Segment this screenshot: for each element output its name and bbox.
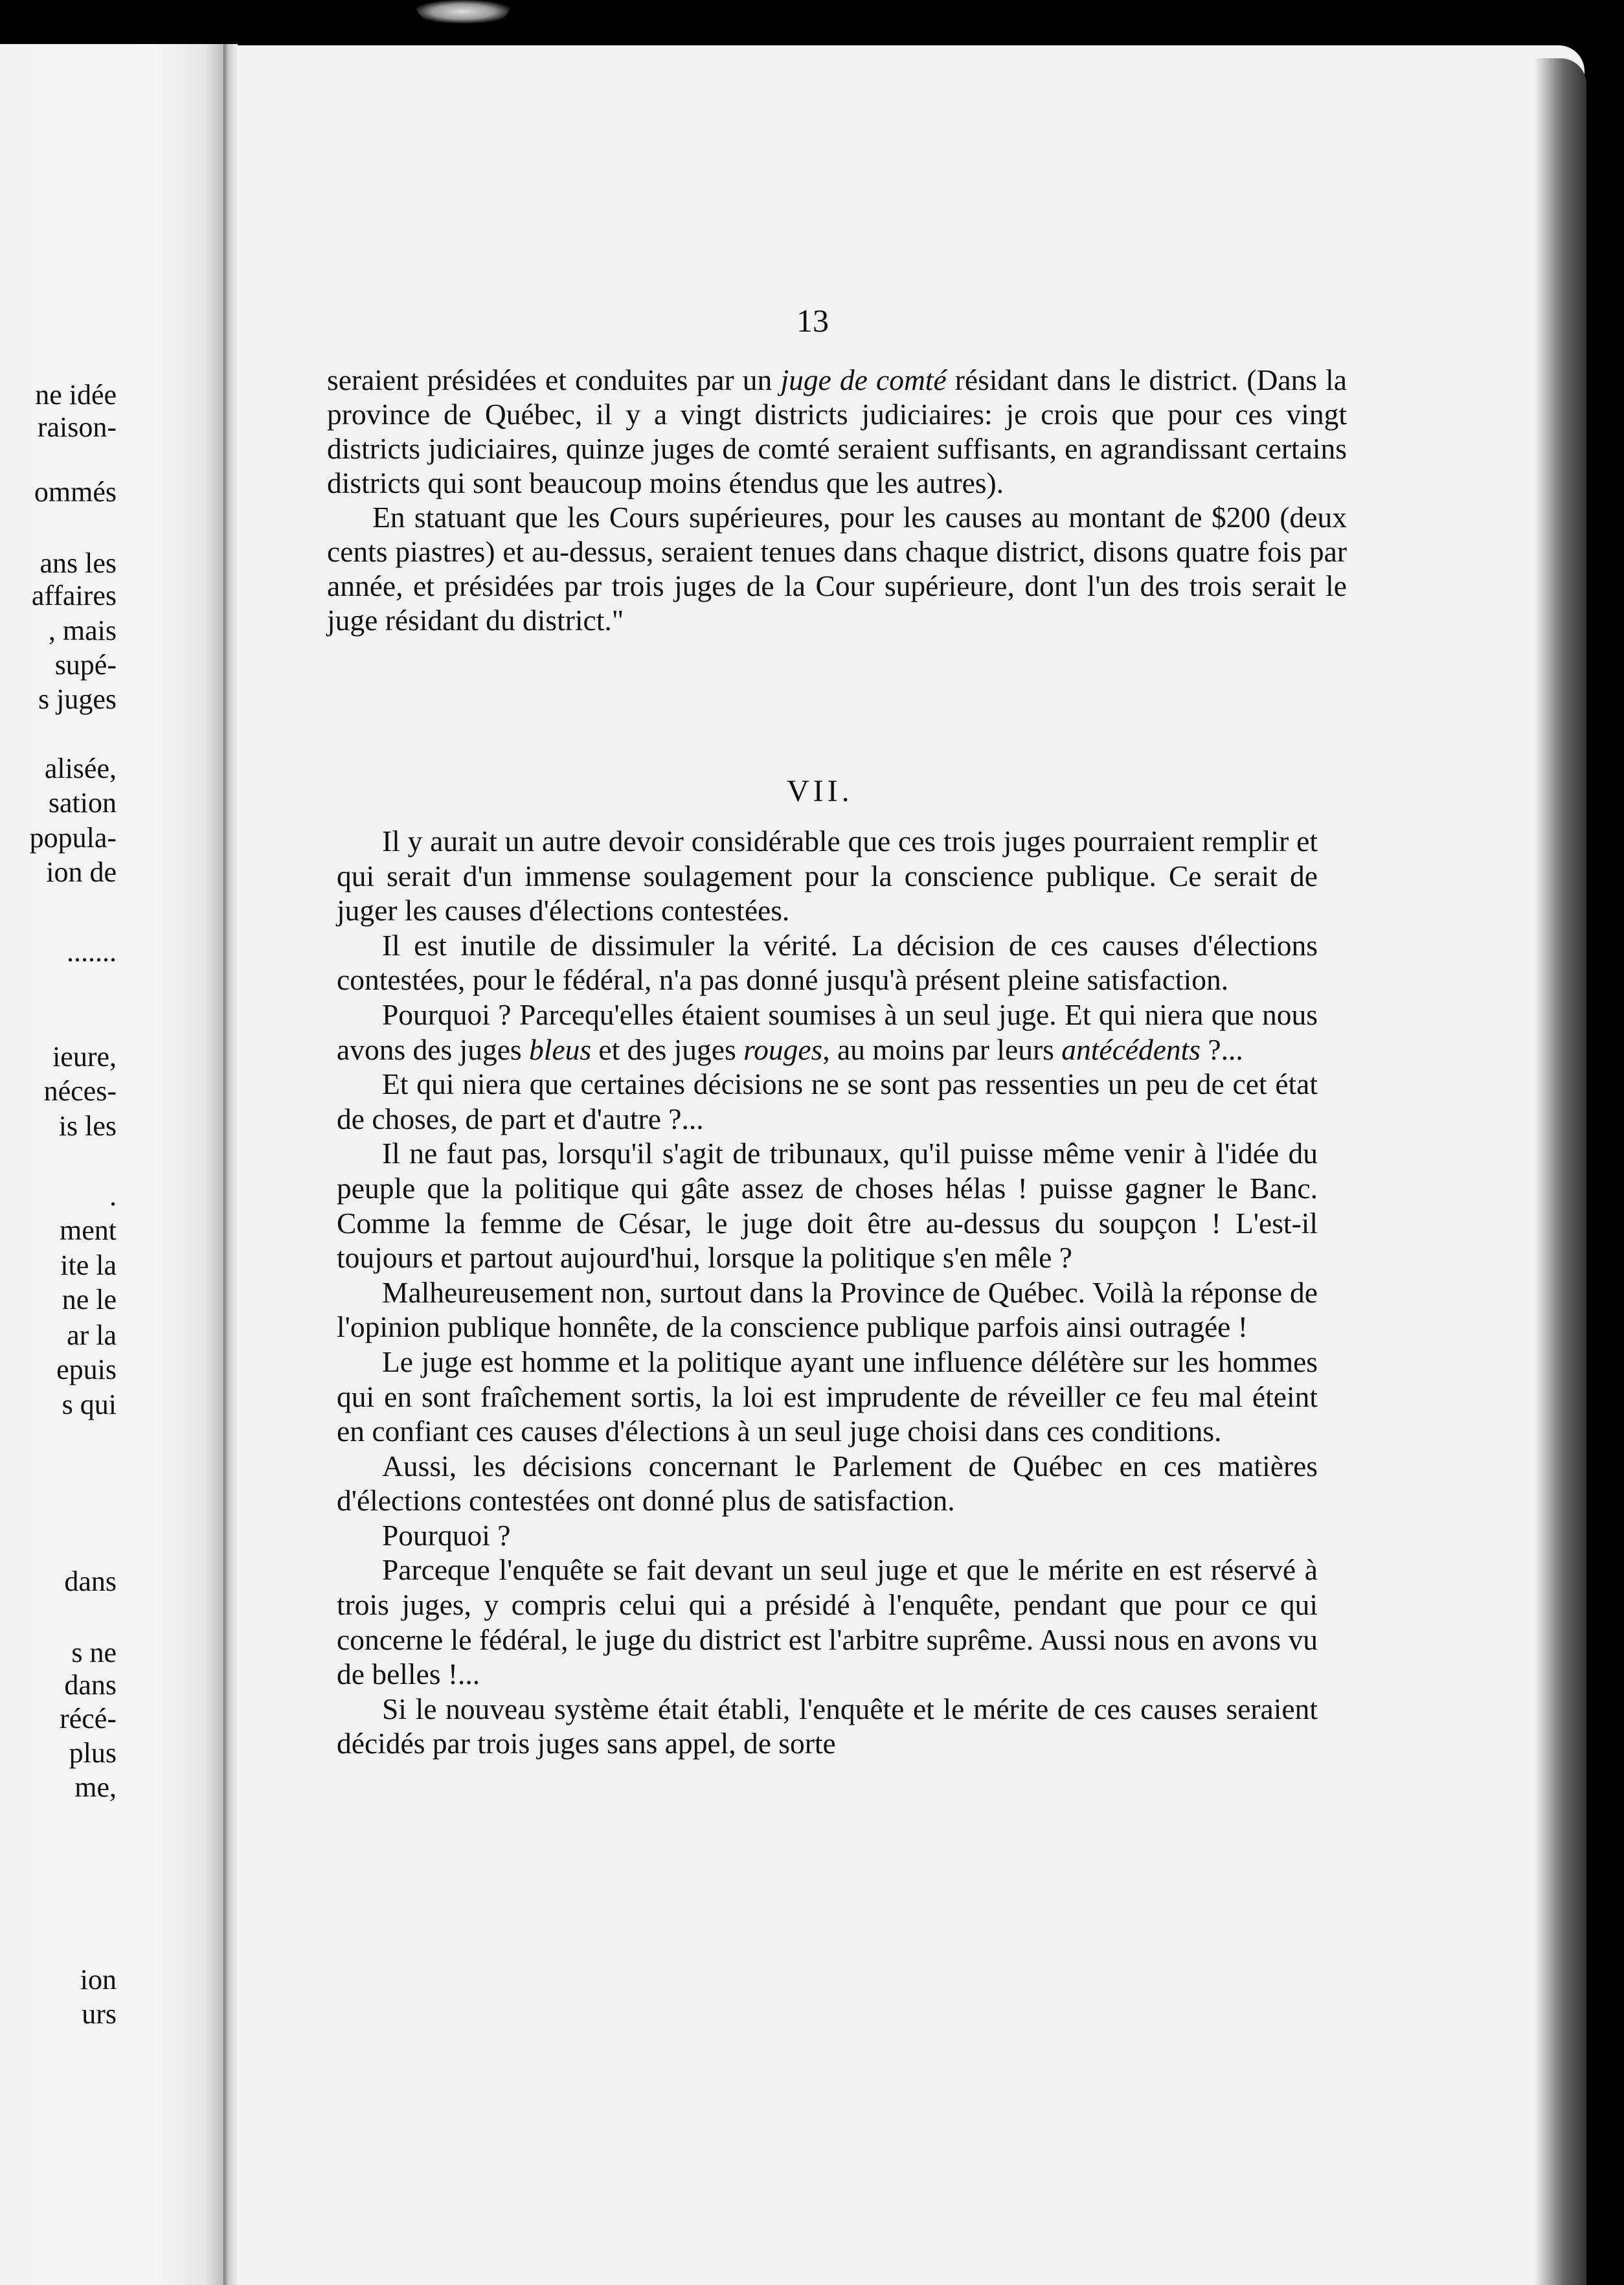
paragraph: Malheureusement non, surtout dans la Province de Québec. Voilà la réponse de l'opinion publique honnête, de la conscience publique parfois ainsi outragée ! [337,1275,1318,1344]
left-fragment: s juges [38,683,117,715]
paragraph [327,363,1347,500]
left-fragment: s qui [62,1389,117,1420]
text-run: résidant dans le district. (Dans la province de Québec, il y a vingt districts judiciaires: je crois que pour ces vingt districts judiciaires, quinze juges de comté seraient suffisants, en agrandissant certains districts qui sont beaucoup moins étendus que les autres). [327,363,1347,499]
left-fragment: s ne [71,1637,117,1668]
left-fragment: ....... [67,936,117,968]
italic-text: rouges [743,1032,823,1066]
left-fragment: urs [82,1998,117,2030]
left-fragment: epuis [56,1354,117,1385]
left-fragment: , mais [48,615,117,646]
left-fragment: alisée, [44,753,117,784]
left-fragment: ion [80,1964,117,1995]
page-number: 13 [796,302,829,339]
left-fragment: ans les [39,547,117,579]
paragraph: Il ne faut pas, lorsqu'il s'agit de tribunaux, qu'il puisse même venir à l'idée du peuple que la politique qui gâte assez de choses hélas ! puisse gagner le Banc. Comme la femme de César, le juge doit être au-dessus du soupçon ! L'est-il toujours et partout aujourd'hui, lorsque la politique s'en mêle ? [337,1137,1318,1275]
scan-smudge [414,0,512,23]
left-fragment: me, [74,1771,117,1803]
left-fragment: popula- [29,822,117,854]
left-fragment: ommés [34,476,117,508]
left-fragment: ar la [67,1319,117,1351]
paragraph: Le juge est homme et la politique ayant une influence délétère sur les hommes qui en sont fraîchement sortis, la loi est imprudente de réveiller ce feu mal éteint en confiant ces causes d'élections à un seul juge choisi dans ces conditions. [337,1345,1318,1448]
text-run: et des juges [591,1032,744,1066]
left-fragment: ion de [46,856,117,888]
paragraph: Il est inutile de dissimuler la vérité. La décision de ces causes d'élections contestées, pour le fédéral, n'a pas donné jusqu'à présent pleine satisfaction. [337,928,1318,997]
paragraph: Pourquoi ? [382,1518,511,1552]
left-fragment: néces- [43,1075,117,1107]
intro-text-block [327,363,1347,637]
section-text-block [337,824,1318,1761]
left-fragment: raison- [37,411,117,443]
paragraph: Et qui niera que certaines décisions ne se sont pas ressenties un peu de cet état de choses, de part et d'autre ?... [337,1067,1318,1135]
paragraph [337,997,1318,1067]
left-fragment: sation [48,787,117,819]
left-fragment: affaires [31,580,117,611]
paragraph: Il y aurait un autre devoir considérable que ces trois juges pourraient remplir et qui serait d'un immense soulagement pour la conscience publique. Ce serait de juger les causes d'élections contestées. [337,824,1318,927]
left-page-text-fragments [0,0,117,2285]
italic-text: antécédents [1061,1032,1201,1066]
left-fragment: plus [69,1737,117,1769]
left-fragment: ne le [62,1284,117,1315]
left-fragment: ieure, [52,1041,117,1073]
left-fragment: ite la [60,1249,117,1281]
paragraph: Aussi, les décisions concernant le Parlement de Québec en ces matières d'élections contestées ont donné plus de satisfaction. [337,1449,1318,1518]
left-fragment: ne idée [35,379,117,411]
text-run: , au moins par leurs [822,1032,1062,1066]
italic-text: juge de comté [780,363,947,396]
left-fragment: ment [60,1214,117,1246]
paragraph: Parceque l'enquête se fait devant un seul juge et que le mérite en est réservé à trois juges, y compris celui qui a présidé à l'enquête, pendant que pour ce qui concerne le fédéral, le juge du district est l'arbitre suprême. Aussi nous en avons vu de belles !... [337,1553,1318,1691]
left-fragment: dans [64,1669,117,1701]
book-gutter [223,44,238,2285]
paragraph: Si le nouveau système était établi, l'enquête et le mérite de ces causes seraient décidés par trois juges sans appel, de sorte [337,1692,1318,1760]
left-fragment: dans [64,1565,117,1597]
italic-text: bleus [528,1032,592,1066]
left-fragment: . [109,1180,117,1212]
text-run: Pourquoi ? Parcequ'elles étaient soumises à un seul juge. Et qui niera que nous avons des juges [337,997,1318,1066]
section-heading: VII. [787,774,853,808]
text-run: seraient présidées et conduites par un [327,363,781,396]
page-edge-shadow [1535,58,1586,2285]
left-fragment: supé- [54,649,117,681]
paragraph: En statuant que les Cours supérieures, pour les causes au montant de $200 (deux cents piastres) et au-dessus, seraient tenues dans chaque district, disons quatre fois par année, et présidées par trois juges de la Cour supérieure, dont l'un des trois serait le juge résidant du district." [327,501,1347,637]
text-run: ?... [1201,1032,1243,1066]
left-fragment: is les [58,1110,117,1142]
left-fragment: récé- [60,1703,117,1734]
